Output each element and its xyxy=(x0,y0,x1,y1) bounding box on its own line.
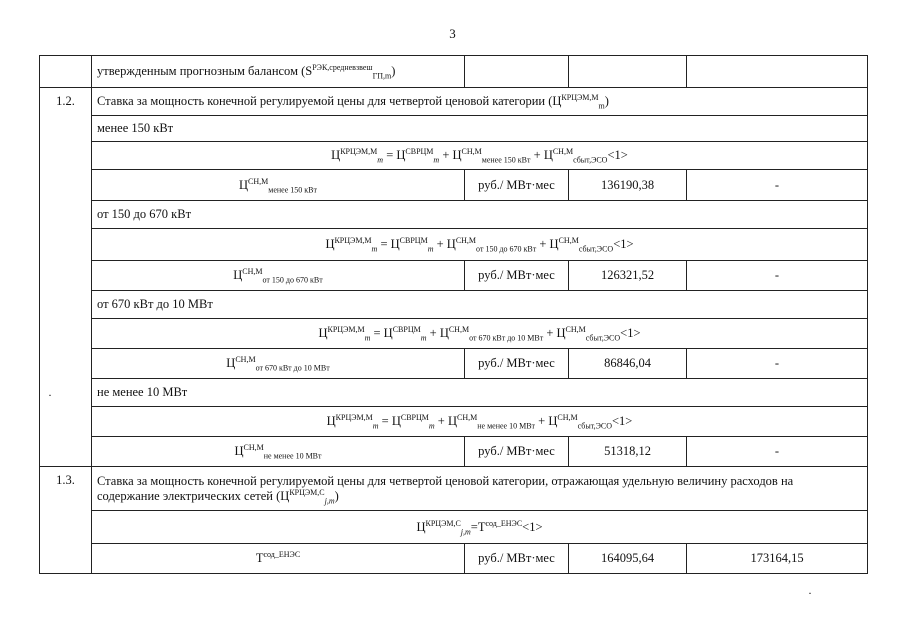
formula: $Ц^{КРЦЭМ,М}_m = Ц^{СВРЦМ}_m + Ц^{СН,М}_{менее 150 кВт} + Ц^{СН,М}_{сбыт,ЭСО}<1>$ xyxy=(92,142,868,170)
symbol: $Ц^{СН,М}_{менее 150 кВт}$ xyxy=(92,170,465,201)
table-row xyxy=(40,142,868,170)
table-row xyxy=(40,544,868,574)
row-number: 1.3. xyxy=(40,467,92,574)
scan-speck: · xyxy=(808,586,812,600)
unit: руб./ МВт·мес xyxy=(465,544,569,574)
value-1: 51318,12 xyxy=(569,437,687,467)
unit: руб./ МВт·мес xyxy=(465,261,569,291)
value-1: 164095,64 xyxy=(569,544,687,574)
group-label: от 150 до 670 кВт xyxy=(92,201,868,229)
page-number: 3 xyxy=(449,26,456,41)
value-2: 173164,15 xyxy=(687,544,868,574)
formula: $Ц^{КРЦЭМ,М}_m = Ц^{СВРЦМ}_m + Ц^{СН,М}_{от 670 кВт до 10 МВт} + Ц^{СН,М}_{сбыт,ЭСО}<1>$ xyxy=(92,319,868,349)
table-row xyxy=(40,88,868,116)
tariff-table xyxy=(39,55,868,574)
formula: $Ц^{КРЦЭМ,М}_m = Ц^{СВРЦМ}_m + Ц^{СН,М}_{не менее 10 МВт} + Ц^{СН,М}_{сбыт,ЭСО}<1>$ xyxy=(92,407,868,437)
table-row xyxy=(40,379,868,407)
balance-cell: утвержденным прогнозным балансом $(S^{РЭК,средневзвеш}_{ГП,m})$ xyxy=(92,56,465,88)
value-2: - xyxy=(687,170,868,201)
value-1: 126321,52 xyxy=(569,261,687,291)
table-row xyxy=(40,467,868,511)
table-row xyxy=(40,511,868,544)
table-row xyxy=(40,319,868,349)
table-row xyxy=(40,437,868,467)
section-title: Ставка за мощность конечной регулируемой цены для четвертой ценовой категории, отражающая удельную величину расходов на содержание электрических сетей $(Ц^{КРЦЭМ,С}_{j,m})$ xyxy=(92,467,868,511)
table-row xyxy=(40,349,868,379)
group-label: не менее 10 МВт xyxy=(92,379,868,407)
unit: руб./ МВт·мес xyxy=(465,349,569,379)
table-row xyxy=(40,261,868,291)
table-row xyxy=(40,407,868,437)
table-row xyxy=(40,116,868,142)
group-label: от 670 кВт до 10 МВт xyxy=(92,291,868,319)
row-number: 1.2. xyxy=(40,88,92,467)
formula: $Ц^{КРЦЭМ,М}_m = Ц^{СВРЦМ}_m + Ц^{СН,М}_{от 150 до 670 кВт} + Ц^{СН,М}_{сбыт,ЭСО}<1>$ xyxy=(92,229,868,261)
table-row xyxy=(40,229,868,261)
section-title: Ставка за мощность конечной регулируемой цены для четвертой ценовой категории $(Ц^{КРЦЭМ,М}_m)$ xyxy=(92,88,868,116)
value-2: - xyxy=(687,349,868,379)
symbol: $T^{сод\_ЕНЭС}$ xyxy=(92,544,465,574)
value-2: - xyxy=(687,437,868,467)
symbol: $Ц^{СН,М}_{не менее 10 МВт}$ xyxy=(92,437,465,467)
table-row xyxy=(40,291,868,319)
symbol: $Ц^{СН,М}_{от 150 до 670 кВт}$ xyxy=(92,261,465,291)
scan-speck: · xyxy=(48,388,52,402)
table-row xyxy=(40,56,868,88)
value-1: 86846,04 xyxy=(569,349,687,379)
value-1: 136190,38 xyxy=(569,170,687,201)
symbol: $Ц^{СН,М}_{от 670 кВт до 10 МВт}$ xyxy=(92,349,465,379)
table-row xyxy=(40,201,868,229)
table-row xyxy=(40,170,868,201)
formula: $Ц^{КРЦЭМ,С}_{j,m}=T^{сод\_ЕНЭС}<1>$ xyxy=(92,511,868,544)
unit: руб./ МВт·мес xyxy=(465,437,569,467)
unit: руб./ МВт·мес xyxy=(465,170,569,201)
group-label: менее 150 кВт xyxy=(92,116,868,142)
value-2: - xyxy=(687,261,868,291)
